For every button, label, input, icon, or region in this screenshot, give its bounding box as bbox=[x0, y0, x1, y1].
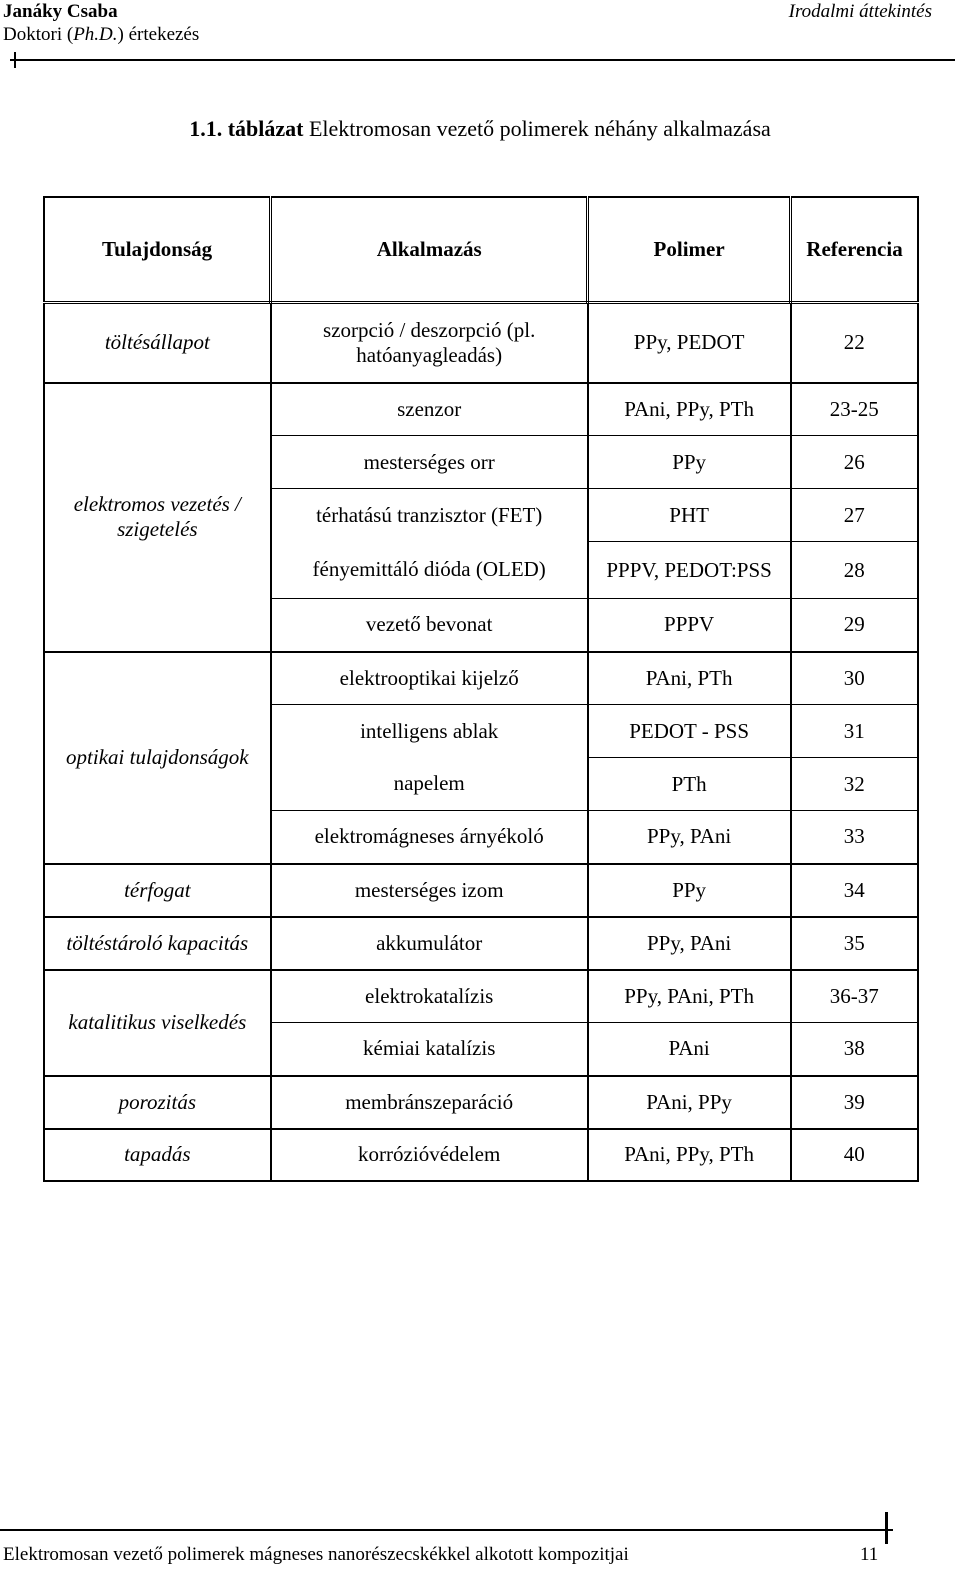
table-row bbox=[44, 652, 918, 705]
cell-polymer: PAni, PPy, PTh bbox=[588, 383, 791, 436]
cell-application: elektromágneses árnyékoló bbox=[271, 811, 588, 864]
subtitle-prefix: Doktori ( bbox=[3, 24, 74, 45]
cell-property: elektromos vezetés / szigetelés bbox=[44, 383, 271, 652]
cell-polymer: PPy, PEDOT bbox=[588, 303, 791, 383]
cell-application: elektrooptikai kijelző bbox=[271, 652, 588, 705]
header-rule bbox=[10, 59, 955, 61]
table-row bbox=[44, 303, 918, 383]
cell-polymer: PHT bbox=[588, 489, 791, 542]
cell-application: napelem bbox=[271, 758, 588, 811]
cell-polymer: PPy, PAni bbox=[588, 811, 791, 864]
cell-property: töltésállapot bbox=[44, 303, 271, 383]
cell-polymer: PEDOT - PSS bbox=[588, 705, 791, 758]
cell-reference: 30 bbox=[791, 652, 919, 705]
cell-polymer: PTh bbox=[588, 758, 791, 811]
cell-reference: 38 bbox=[791, 1023, 919, 1076]
header-application: Alkalmazás bbox=[271, 197, 588, 303]
cell-polymer: PPPV, PEDOT:PSS bbox=[588, 542, 791, 599]
header-rule-tick bbox=[14, 52, 16, 68]
cell-polymer: PAni, PTh bbox=[588, 652, 791, 705]
table-row bbox=[44, 383, 918, 436]
page-number: 11 bbox=[860, 1544, 879, 1565]
cell-application: kémiai katalízis bbox=[271, 1023, 588, 1076]
table-row bbox=[44, 1129, 918, 1181]
table-caption bbox=[0, 116, 960, 142]
cell-application: szenzor bbox=[271, 383, 588, 436]
cell-application: elektrokatalízis bbox=[271, 970, 588, 1023]
subtitle-italic: Ph.D. bbox=[73, 24, 118, 45]
cell-polymer: PPPV bbox=[588, 599, 791, 652]
section-title: Irodalmi áttekintés bbox=[788, 1, 932, 22]
cell-property: katalitikus viselkedés bbox=[44, 970, 271, 1076]
cell-polymer: PPy, PAni, PTh bbox=[588, 970, 791, 1023]
document-subtitle bbox=[3, 23, 199, 46]
cell-reference: 27 bbox=[791, 489, 919, 542]
cell-reference: 36-37 bbox=[791, 970, 919, 1023]
table-row bbox=[44, 1076, 918, 1129]
cell-reference: 33 bbox=[791, 811, 919, 864]
caption-text: Elektromosan vezető polimerek néhány alkalmazása bbox=[303, 116, 771, 141]
cell-application: korrózióvédelem bbox=[271, 1129, 588, 1181]
cell-reference: 31 bbox=[791, 705, 919, 758]
cell-application: akkumulátor bbox=[271, 917, 588, 970]
cell-application: mesterséges izom bbox=[271, 864, 588, 917]
table-row bbox=[44, 917, 918, 970]
cell-reference: 29 bbox=[791, 599, 919, 652]
header-reference: Referencia bbox=[791, 197, 919, 303]
cell-property: porozitás bbox=[44, 1076, 271, 1129]
table-row bbox=[44, 864, 918, 917]
cell-application: vezető bevonat bbox=[271, 599, 588, 652]
table-row bbox=[44, 970, 918, 1023]
header-left bbox=[3, 0, 199, 46]
applications-table bbox=[43, 196, 919, 1182]
cell-application: mesterséges orr bbox=[271, 436, 588, 489]
cell-polymer: PPy, PAni bbox=[588, 917, 791, 970]
table-header-row bbox=[44, 197, 918, 303]
cell-reference: 22 bbox=[791, 303, 919, 383]
cell-property: optikai tulajdonságok bbox=[44, 652, 271, 864]
cell-application: fényemittáló dióda (OLED) bbox=[271, 542, 588, 599]
cell-polymer: PAni bbox=[588, 1023, 791, 1076]
author-name: Janáky Csaba bbox=[3, 1, 118, 22]
subtitle-suffix: ) értekezés bbox=[117, 24, 200, 45]
cell-property: tapadás bbox=[44, 1129, 271, 1181]
cell-reference: 26 bbox=[791, 436, 919, 489]
cell-reference: 23-25 bbox=[791, 383, 919, 436]
footer-title: Elektromosan vezető polimerek mágneses nanorészecskékkel alkotott kompozitjai bbox=[3, 1544, 629, 1565]
cell-reference: 40 bbox=[843, 1142, 865, 1166]
header-property: Tulajdonság bbox=[44, 197, 271, 303]
cell-reference: 39 bbox=[791, 1076, 919, 1129]
cell-application: membránszeparáció bbox=[271, 1076, 588, 1129]
cell-polymer: PAni, PPy, PTh bbox=[588, 1129, 791, 1181]
cell-polymer: PPy bbox=[588, 436, 791, 489]
cell-reference: 34 bbox=[791, 864, 919, 917]
footer-rule bbox=[0, 1529, 893, 1531]
cell-application: intelligens ablak bbox=[271, 705, 588, 758]
cell-property: töltéstároló kapacitás bbox=[44, 917, 271, 970]
header-polymer: Polimer bbox=[588, 197, 791, 303]
caption-number: 1.1. táblázat bbox=[189, 116, 304, 141]
cell-reference: 35 bbox=[791, 917, 919, 970]
cell-polymer: PAni, PPy bbox=[588, 1076, 791, 1129]
cell-property: térfogat bbox=[44, 864, 271, 917]
cell-reference: 32 bbox=[791, 758, 919, 811]
cell-reference: 28 bbox=[791, 542, 919, 599]
cell-application: térhatású tranzisztor (FET) bbox=[271, 489, 588, 542]
cell-application: szorpció / deszorpció (pl. hatóanyagleadás) bbox=[271, 303, 588, 383]
cell-polymer: PPy bbox=[588, 864, 791, 917]
footer-rule-tick bbox=[885, 1512, 888, 1544]
